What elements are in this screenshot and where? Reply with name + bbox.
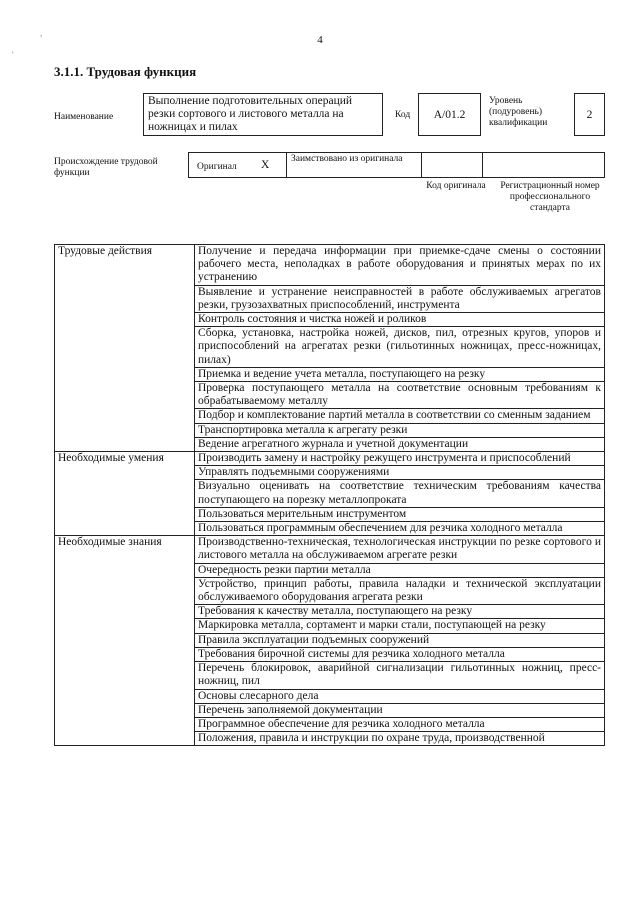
table-cell: Основы слесарного дела — [195, 689, 605, 703]
table-row — [55, 536, 605, 563]
functions-table — [54, 244, 605, 746]
table-cell: Получение и передача информации при приемке-сдаче смены о состоянии рабочего места, неполадках в работе оборудования и принятых мерах по их устранению — [195, 245, 605, 286]
table-cell: Контроль состояния и чистка ножей и роликов — [195, 313, 605, 327]
table-cell: Перечень блокировок, аварийной сигнализации гильотинных ножниц, пресс-ножниц, пил — [195, 662, 605, 689]
section-heading: Необходимые умения — [55, 452, 195, 536]
table-cell: Перечень заполняемой документации — [195, 703, 605, 717]
table-cell: Приемка и ведение учета металла, поступающего на резку — [195, 367, 605, 381]
name-value-text: Выполнение подготовительных операций резки сортового и листового металла на ножницах и пилах — [148, 95, 353, 133]
origin-code-caption: Код оригинала — [426, 181, 486, 191]
origin-code-cell — [421, 152, 483, 178]
table-cell: Требования к качеству металла, поступающего на резку — [195, 605, 605, 619]
table-cell: Сборка, установка, настройка ножей, дисков, пил, отрезных кругов, упоров и приспособлений на агрегатах резки (гильотинных ножницах, пресс-ножницах, пилах) — [195, 327, 605, 368]
origin-reg-caption: Регистрационный номер профессионального стандарта — [500, 181, 600, 213]
table-cell: Проверка поступающего металла на соответствие основным требованиям к обрабатываемому металлу — [195, 382, 605, 409]
table-row — [55, 245, 605, 286]
section-heading: Трудовые действия — [55, 245, 195, 452]
origin-borrowed-cell — [286, 152, 422, 178]
origin-label: Происхождение трудовой функции — [54, 157, 158, 178]
origin-original-cell — [188, 152, 287, 178]
table-cell: Визуально оценивать на соответствие техническим требованиям качества поступающего на порезку металлопроката — [195, 480, 605, 507]
origin-reg-cell — [482, 152, 605, 178]
code-label: Код — [395, 110, 411, 120]
borrowed-label: Заимствовано из оригинала — [291, 154, 403, 164]
table-cell: Подбор и комплектование партий металла в соответствии со сменным заданием — [195, 409, 605, 423]
table-cell: Ведение агрегатного журнала и учетной документации — [195, 437, 605, 451]
name-label: Наименование — [54, 112, 114, 122]
level-value — [574, 93, 605, 136]
code-value-text: A/01.2 — [433, 109, 466, 121]
page-number: 4 — [317, 34, 323, 46]
table-cell: Пользоваться программным обеспечением для резчика холодного металла — [195, 522, 605, 536]
scan-speck: , — [40, 28, 43, 38]
table-cell: Выявление и устранение неисправностей в работе обслуживаемых агрегатов резки, грузозахватных приспособлений, инструмента — [195, 285, 605, 312]
name-value — [143, 93, 383, 136]
scan-speck: ' — [12, 50, 14, 60]
table-cell: Требования бирочной системы для резчика холодного металла — [195, 647, 605, 661]
section-heading: Необходимые знания — [55, 536, 195, 746]
table-cell: Маркировка металла, сортамент и марки стали, поступающей на резку — [195, 619, 605, 633]
code-value — [418, 93, 481, 136]
level-value-text: 2 — [586, 109, 593, 121]
table-cell: Очередность резки партии металла — [195, 563, 605, 577]
table-row — [55, 452, 605, 466]
table-cell: Устройство, принцип работы, правила наладки и технической эксплуатации обслуживаемого оборудования агрегата резки — [195, 577, 605, 604]
table-cell: Пользоваться мерительным инструментом — [195, 507, 605, 521]
table-cell: Управлять подъемными сооружениями — [195, 466, 605, 480]
table-cell: Производственно-техническая, технологическая инструкции по резке сортового и листового металла на обслуживаемом агрегате резки — [195, 536, 605, 563]
original-label: Оригинал — [197, 162, 237, 172]
table-cell: Транспортировка металла к агрегату резки — [195, 423, 605, 437]
table-cell: Производить замену и настройку режущего инструмента и приспособлений — [195, 452, 605, 466]
table-cell: Программное обеспечение для резчика холодного металла — [195, 717, 605, 731]
table-cell: Положения, правила и инструкции по охране труда, производственной — [195, 732, 605, 746]
section-title: 3.1.1. Трудовая функция — [54, 64, 197, 79]
original-mark: X — [261, 159, 270, 171]
table-cell: Правила эксплуатации подъемных сооружений — [195, 633, 605, 647]
level-label: Уровень (подуровень) квалификации — [489, 96, 548, 128]
